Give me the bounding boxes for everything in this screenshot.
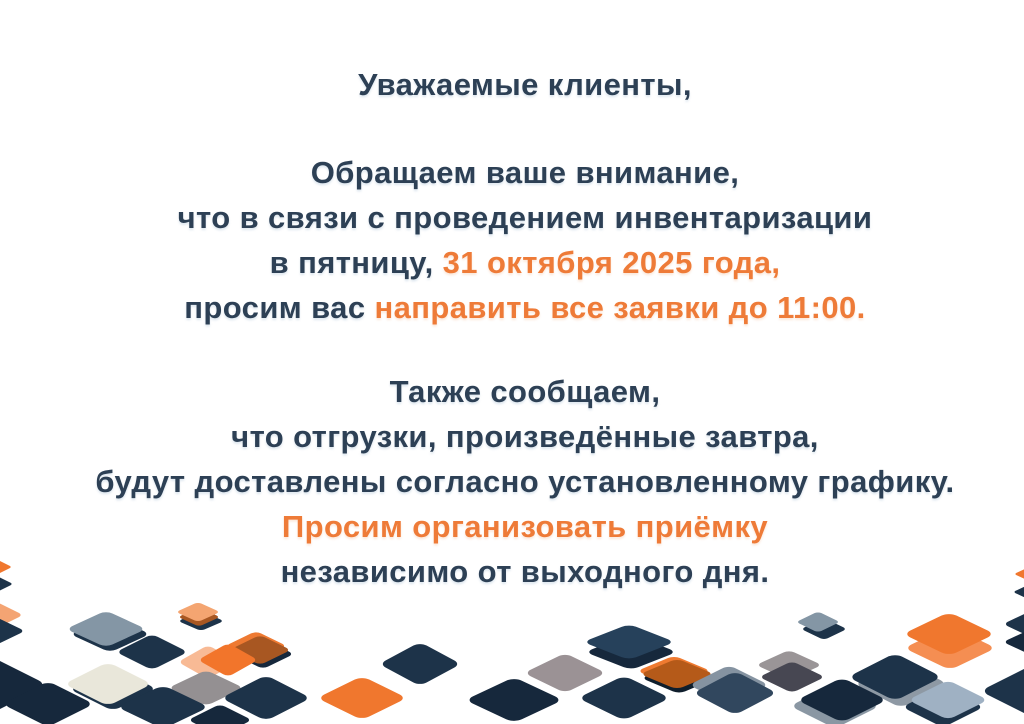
- notice-line: Обращаем ваше внимание,: [310, 155, 740, 190]
- diamond-shape: [0, 577, 13, 592]
- notice-line: Также сообщаем,: [389, 374, 661, 409]
- notice-line-accent-date: 31 октября 2025 года,: [442, 245, 781, 280]
- notice-line: что отгрузки, произведённые завтра,: [231, 419, 819, 454]
- notice-line-normal: в пятницу,: [269, 245, 434, 280]
- notice-line: [13, 240, 1024, 285]
- notice-line: независимо от выходного дня.: [280, 554, 770, 589]
- notice-line: что в связи с проведением инвентаризации: [177, 200, 873, 235]
- diamond-shape: [0, 560, 12, 574]
- paragraph-requests-deadline: [13, 150, 1024, 330]
- notice-line: [13, 285, 1024, 330]
- notice-text: [13, 0, 1024, 724]
- notice-line-accent-reception: Просим организовать приёмку: [281, 509, 769, 544]
- notice-line-normal: просим вас: [184, 290, 366, 325]
- paragraph-shipments-info: [13, 369, 1024, 594]
- notice-line: будут доставлены согласно установленному графику.: [95, 464, 955, 499]
- notice-line-accent-deadline: направить все заявки до 11:00.: [374, 290, 866, 325]
- greeting-line: Уважаемые клиенты,: [358, 67, 692, 102]
